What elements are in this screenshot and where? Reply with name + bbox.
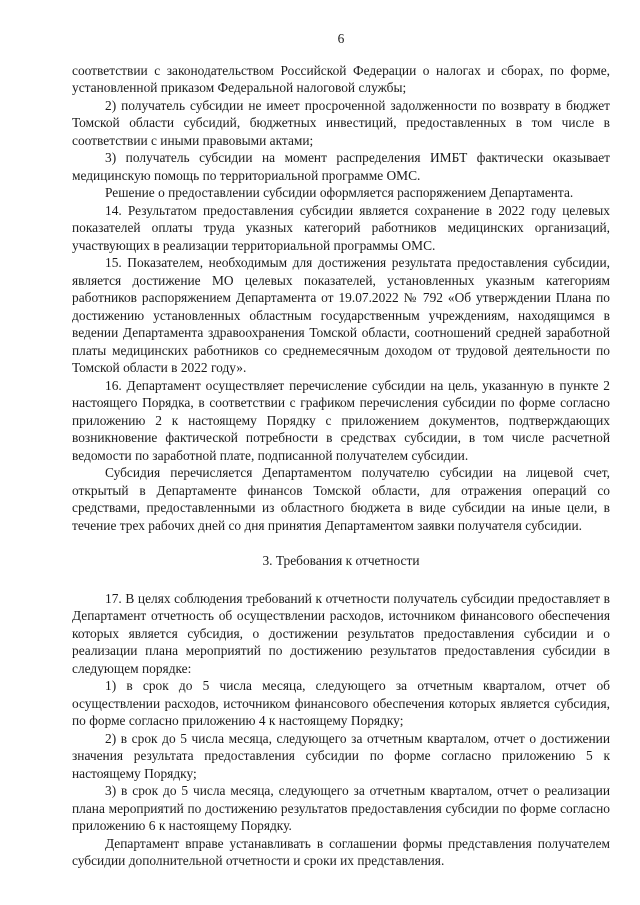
paragraph-16: 16. Департамент осуществляет перечисление субсидии на цель, указанную в пункте 2 настоящего Порядка, в соответствии с графиком перечисления субсидии по форме согласно приложению 2 к настоящему Порядку с приложением документов, подтверждающих возникновение фактической потребности в средствах субсидии, в том числе расчетной ведомости по заработной плате, подписанной получателем субсидии. <box>72 377 610 463</box>
page-number: 6 <box>337 31 345 46</box>
paragraph-item-2: 2) получатель субсидии не имеет просроченной задолженности по возврату в бюджет Томской области субсидий, бюджетных инвестиций, предоставленных в том числе в соответствии с иными правовыми актами; <box>72 97 610 148</box>
document-page <box>72 30 610 870</box>
paragraph-report-1: 1) в срок до 5 числа месяца, следующего за отчетным кварталом, отчет об осуществлении расходов, источником финансового обеспечения которых является субсидия, по форме согласно приложению 4 к настоящему Порядку; <box>72 678 610 728</box>
paragraph-report-2: 2) в срок до 5 числа месяца, следующего за отчетным кварталом, отчет о достижении значения результата предоставления субсидии по форме согласно приложению 5 к настоящему Порядку; <box>72 730 610 781</box>
paragraph-17: 17. В целях соблюдения требований к отчетности получатель субсидии предоставляет в Департамент отчетность об осуществлении расходов, источником финансового обеспечения которых является субсидия, о достижении результатов предоставления субсидии и о реализации плана мероприятий по достижению результатов предоставления субсидии в следующем порядке: <box>72 590 610 676</box>
paragraph-continuation: соответствии с законодательством Российской Федерации о налогах и сборах, по форме, установленной приказом Федеральной налоговой службы; <box>72 62 610 95</box>
paragraph-report-3: 3) в срок до 5 числа месяца, следующего за отчетным кварталом, отчет о реализации плана мероприятий по достижению результатов предоставления субсидии по форме согласно приложению 6 к настоящему Порядку. <box>72 783 610 833</box>
paragraph-subsidy-transfer: Субсидия перечисляется Департаментом получателю субсидии на лицевой счет, открытый в Департаменте финансов Томской области, для отражения операций со средствами, предоставленными из областного бюджета в виде субсидии на иные цели, в течение трех рабочих дней со дня принятия Департаментом заявки получателя субсидии. <box>72 465 610 533</box>
paragraph-14: 14. Результатом предоставления субсидии является сохранение в 2022 году целевых показателей оплаты труда указных категорий работников медицинских организаций, участвующих в реализации территориальной программы ОМС. <box>72 202 610 253</box>
section-heading: 3. Требования к отчетности <box>262 553 420 568</box>
paragraph-15: 15. Показателем, необходимым для достижения результата предоставления субсидии, является достижение МО целевых показателей, установленных указным категориям работников распоряжением Департамента от 19.07.2022 № 792 «Об утверждении Плана по достижению установленных областным государственным учреждениям, находящимся в ведении Департамента здравоохранения Томской области, соотношений средней заработной платы медицинских работников со среднемесячным доходом от трудовой деятельности по Томской области в 2022 году». <box>72 255 610 375</box>
paragraph-decision: Решение о предоставлении субсидии оформляется распоряжением Департамента. <box>105 185 574 200</box>
paragraph-additional-reporting: Департамент вправе устанавливать в соглашении формы представления получателем субсидии дополнительной отчетности и сроки их представления. <box>72 835 610 868</box>
paragraph-item-3: 3) получатель субсидии на момент распределения ИМБТ фактически оказывает медицинскую помощь по территориальной программе ОМС. <box>72 150 610 183</box>
